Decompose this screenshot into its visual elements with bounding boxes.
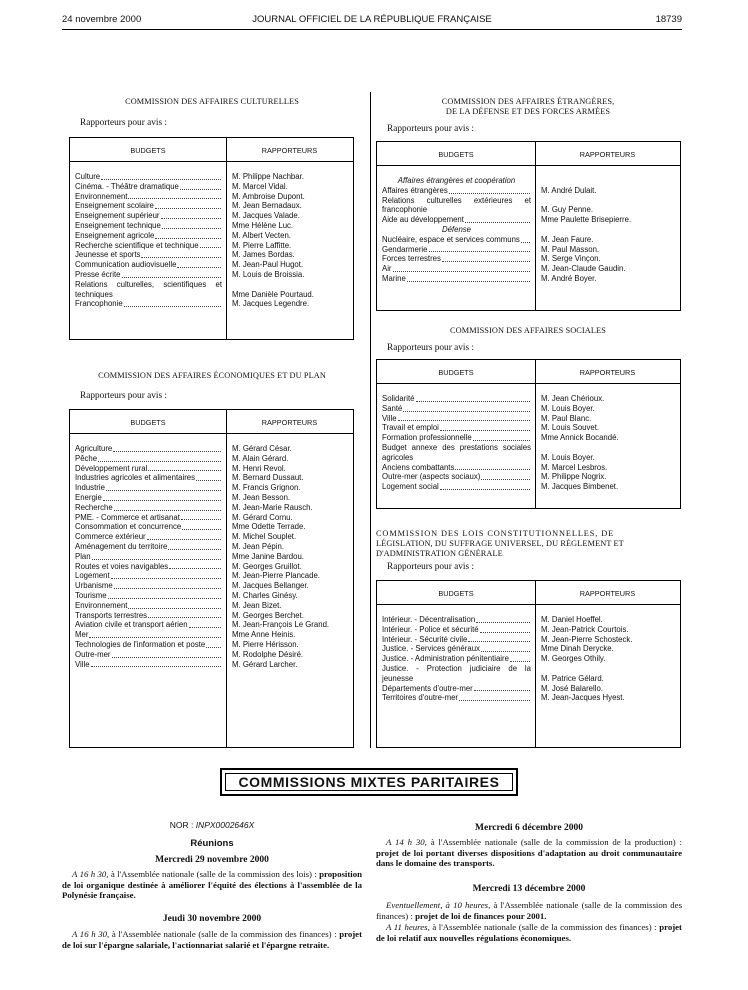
column-header-rapporteurs: RAPPORTEURS <box>579 589 636 598</box>
meeting-paragraph: A 16 h 30, à l'Assemblée nationale (salle de la commission des finances) : projet de loi sur l'épargne salariale, l'actionnariat salarié et l'épargne retraite. <box>62 929 363 950</box>
table-row <box>70 601 353 611</box>
header-date: 24 novembre 2000 <box>62 14 142 25</box>
rapporteur-cell: M. Louis Souvet. <box>541 423 600 433</box>
rapporteur-cell: M. Jean Bizet. <box>232 600 282 610</box>
table-row <box>377 684 680 694</box>
rapporteur-cell: M. Guy Penne. <box>541 205 594 215</box>
reunions-heading: Réunions <box>190 838 234 849</box>
table-row <box>377 264 680 274</box>
budget-cell: Cinéma. - Théâtre dramatique <box>70 182 226 192</box>
rapporteur-cell: M. Jean-Pierre Schosteck. <box>541 634 633 644</box>
table-row <box>70 260 353 270</box>
table-row <box>377 433 680 443</box>
rapporteur-cell: M. Patrice Gélard. <box>541 673 604 683</box>
budget-cell: Logement social <box>377 482 535 492</box>
budget-cell: Routes et voies navigables <box>70 562 226 572</box>
budget-cell: Environnement <box>70 601 226 611</box>
rapporteur-cell: M. Jean-Pierre Plancade. <box>232 571 320 581</box>
budget-cell: Plan <box>70 552 226 562</box>
budget-cell: Transports terrestres <box>70 611 226 621</box>
table-row <box>70 562 353 572</box>
table-row <box>70 591 353 601</box>
table-row <box>70 620 353 630</box>
rapporteur-cell: Mme Dinah Derycke. <box>541 644 614 654</box>
rapporteur-cell: M. Michel Souplet. <box>232 532 297 542</box>
rapporteur-cell: M. Jacques Legendre. <box>232 299 310 309</box>
budget-cell: Relations culturelles extérieures et francophonie <box>382 195 531 215</box>
rapporteur-cell: M. Philippe Nogrix. <box>541 472 607 482</box>
budget-cell: Mer <box>70 630 226 640</box>
table-row <box>70 503 353 513</box>
nor-reference: NOR : INPX0002646X <box>169 820 255 830</box>
table-row <box>70 201 353 211</box>
budget-cell: Environnement <box>70 192 226 202</box>
budget-cell: Budget annexe des prestations sociales agricoles <box>382 442 531 462</box>
rapporteur-cell: Mme Hélène Luc. <box>232 220 294 230</box>
meeting-paragraph: A 16 h 30, à l'Assemblée nationale (salle de la commission des lois) : proposition de loi organique destinée à améliorer l'équité des élections à l'assemblée de la Polynésie française. <box>62 869 362 901</box>
budget-cell: Relations culturelles, scientifiques et techniques <box>75 279 222 299</box>
budget-cell: Territoires d'outre-mer <box>377 693 535 703</box>
rapporteur-cell: Mme Odette Terrade. <box>232 522 306 532</box>
rapporteur-cell: M. Jean Pépin. <box>232 541 285 551</box>
budget-cell: Gendarmerie <box>377 245 535 255</box>
table-sociales <box>376 359 681 509</box>
rapporteur-cell: M. Louis de Broissia. <box>232 269 305 279</box>
table-row <box>377 196 680 216</box>
cmp-banner <box>220 768 518 796</box>
table-row <box>70 454 353 464</box>
rapporteur-cell: M. Paul Masson. <box>541 244 600 254</box>
table-row <box>70 650 353 660</box>
column-header-budgets: BUDGETS <box>438 589 474 598</box>
rapporteur-cell: M. Alain Gérard. <box>232 453 289 463</box>
column-header-rapporteurs: RAPPORTEURS <box>579 150 636 159</box>
budget-cell: Energie <box>70 493 226 503</box>
table-header <box>377 360 680 384</box>
rapporteur-cell: M. Jacques Bimbenet. <box>541 482 619 492</box>
section-title-sociales: COMMISSION DES AFFAIRES SOCIALES <box>450 326 606 335</box>
table-row <box>70 270 353 280</box>
column-header-budgets: BUDGETS <box>438 150 474 159</box>
meeting-paragraph: A 11 heures, à l'Assemblée nationale (salle de la commission des finances) : projet de loi relatif aux nouvelles régulations économiques. <box>376 922 682 943</box>
header-rule <box>62 29 682 30</box>
meeting-date: Jeudi 30 novembre 2000 <box>162 914 262 924</box>
table-header <box>377 581 680 605</box>
budget-cell: Formation professionnelle <box>377 433 535 443</box>
table-row <box>377 463 680 473</box>
table-row <box>377 225 680 235</box>
budget-cell: Solidarité <box>377 394 535 404</box>
budget-cell: Jeunesse et sports <box>70 250 226 260</box>
budget-cell: Logement <box>70 571 226 581</box>
rapporteur-cell: Mme Annick Bocandé. <box>541 433 619 443</box>
rapporteurs-label: Rapporteurs pour avis : <box>80 391 168 401</box>
budget-cell: Intérieur. - Sécurité civile <box>377 635 535 645</box>
table-row <box>70 182 353 192</box>
section-title-etrangeres: COMMISSION DES AFFAIRES ÉTRANGÈRES, DE LA DÉFENSE ET DES FORCES ARMÉES <box>441 97 615 116</box>
column-header-rapporteurs: RAPPORTEURS <box>261 418 318 427</box>
meeting-date: Mercredi 6 décembre 2000 <box>475 823 583 833</box>
rapporteur-cell: M. Marcel Vidal. <box>232 181 288 191</box>
rapporteur-cell: M. Paul Blanc. <box>541 413 592 423</box>
budget-cell: Marine <box>377 274 535 284</box>
meeting-date: Mercredi 29 novembre 2000 <box>155 855 269 865</box>
budget-cell: Recherche scientifique et technique <box>70 241 226 251</box>
header-journal-title: JOURNAL OFFICIEL DE LA RÉPUBLIQUE FRANÇAISE <box>252 14 492 25</box>
table-row <box>70 513 353 523</box>
table-header <box>377 142 680 166</box>
meeting-date: Mercredi 13 décembre 2000 <box>472 884 586 894</box>
table-row <box>70 640 353 650</box>
budget-cell: Air <box>377 264 535 274</box>
table-row <box>70 581 353 591</box>
budget-cell: Industrie <box>70 483 226 493</box>
table-row <box>377 215 680 225</box>
table-row <box>377 254 680 264</box>
budget-cell: Ville <box>70 660 226 670</box>
table-row <box>377 625 680 635</box>
rapporteur-cell: M. José Balarello. <box>541 683 603 693</box>
table-row <box>70 483 353 493</box>
rapporteur-cell: M. Gérard César. <box>232 444 292 453</box>
budget-cell: Affaires étrangères <box>377 186 535 196</box>
table-row <box>70 542 353 552</box>
budget-cell: Tourisme <box>70 591 226 601</box>
budget-cell: Justice. - Protection judiciaire de la jeunesse <box>382 663 531 683</box>
rapporteur-cell: M. Gérard Larcher. <box>232 659 298 669</box>
budget-cell: Nucléaire, espace et services communs <box>377 235 535 245</box>
table-row <box>377 482 680 492</box>
rapporteurs-label: Rapporteurs pour avis : <box>387 124 475 134</box>
section-title-culturelles: COMMISSION DES AFFAIRES CULTURELLES <box>125 97 299 106</box>
budget-cell: Communication audiovisuelle <box>70 260 226 270</box>
table-row <box>70 532 353 542</box>
rapporteur-cell: M. Jacques Valade. <box>232 211 300 221</box>
table-row <box>377 693 680 703</box>
rapporteur-cell: M. Rodolphe Désiré. <box>232 649 304 659</box>
rapporteur-cell: M. Serge Vinçon. <box>541 254 601 264</box>
rapporteur-cell: M. Jean Faure. <box>541 234 594 244</box>
budget-cell: Départements d'outre-mer <box>377 684 535 694</box>
column-header-budgets: BUDGETS <box>438 368 474 377</box>
page-header <box>62 14 682 28</box>
budget-cell: Intérieur. - Décentralisation <box>377 615 535 625</box>
rapporteur-cell: M. Georges Gruillot. <box>232 561 302 571</box>
rapporteur-cell: M. Jean-Paul Hugot. <box>232 260 304 270</box>
table-row <box>377 176 680 186</box>
rapporteur-cell: M. Jean Chérioux. <box>541 394 605 403</box>
table-row <box>70 299 353 309</box>
section-title-lois: COMMISSION DES LOIS CONSTITUTIONNELLES, DE LÉGISLATION, DU SUFFRAGE UNIVERSEL, DU RÈGLEMENT ET D'ADMINISTRATION GÉNÉRALE <box>376 529 624 558</box>
column-header-budgets: BUDGETS <box>130 418 166 427</box>
budget-cell: Intérieur. - Police et sécurité <box>377 625 535 635</box>
budget-cell: Consommation et concurrence <box>70 522 226 532</box>
table-row <box>377 615 680 625</box>
budget-cell: Aménagement du territoire <box>70 542 226 552</box>
rapporteur-cell: M. Jean Besson. <box>232 492 291 502</box>
table-row <box>377 245 680 255</box>
budget-cell: Justice. - Services généraux <box>377 644 535 654</box>
rapporteur-cell: M. Georges Berchet. <box>232 610 304 620</box>
table-row <box>377 654 680 664</box>
budget-cell: Enseignement agricole <box>70 231 226 241</box>
rapporteur-cell: M. Bernard Dussaut. <box>232 473 304 483</box>
budget-cell: Francophonie <box>70 299 226 309</box>
rapporteur-cell: M. Louis Boyer. <box>541 452 595 462</box>
table-row <box>70 660 353 670</box>
budget-cell: Aide au développement <box>377 215 535 225</box>
table-row <box>377 274 680 284</box>
budget-cell: Commerce extérieur <box>70 532 226 542</box>
rapporteur-cell: M. Georges Othily. <box>541 654 606 664</box>
table-economiques <box>69 409 354 748</box>
budget-cell: Outre-mer <box>70 650 226 660</box>
budget-cell: Culture <box>70 172 226 182</box>
table-row <box>377 404 680 414</box>
rapporteur-cell: M. Pierre Hérisson. <box>232 639 299 649</box>
rapporteur-cell: M. Jean-Claude Gaudin. <box>541 264 626 274</box>
rapporteur-cell: M. Daniel Hoeffel. <box>541 615 603 624</box>
table-row <box>70 241 353 251</box>
table-culturelles <box>69 137 354 340</box>
table-row <box>377 472 680 482</box>
rapporteur-cell: M. Jacques Bellanger. <box>232 581 309 591</box>
table-header <box>70 138 353 162</box>
table-row <box>70 192 353 202</box>
rapporteur-cell: M. Louis Boyer. <box>541 403 595 413</box>
table-etrangeres <box>376 141 681 311</box>
budget-cell: Travail et emploi <box>377 423 535 433</box>
column-header-rapporteurs: RAPPORTEURS <box>579 368 636 377</box>
rapporteur-cell: M. Jean-Marie Rausch. <box>232 502 313 512</box>
rapporteur-cell: Mme Danièle Pourtaud. <box>232 289 314 299</box>
table-row <box>377 414 680 424</box>
budget-cell: Urbanisme <box>70 581 226 591</box>
budget-cell: Forces terrestres <box>377 254 535 264</box>
table-row <box>70 630 353 640</box>
rapporteur-cell: M. Albert Vecten. <box>232 230 291 240</box>
table-row <box>70 231 353 241</box>
budget-cell: Enseignement supérieur <box>70 211 226 221</box>
category-label: Affaires étrangères et coopération <box>397 176 516 185</box>
table-header <box>70 410 353 434</box>
rapporteur-cell: M. Francis Grignon. <box>232 483 301 493</box>
table-row <box>70 493 353 503</box>
table-row <box>377 186 680 196</box>
table-row <box>377 423 680 433</box>
table-row <box>70 211 353 221</box>
rapporteur-cell: M. Gérard Cornu. <box>232 512 293 522</box>
cmp-banner-title: COMMISSIONS MIXTES PARITAIRES <box>238 774 500 790</box>
column-header-rapporteurs: RAPPORTEURS <box>261 146 318 155</box>
rapporteur-cell: Mme Janine Bardou. <box>232 551 304 561</box>
table-row <box>70 280 353 300</box>
budget-cell: Presse écrite <box>70 270 226 280</box>
rapporteurs-label: Rapporteurs pour avis : <box>387 343 475 353</box>
column-divider <box>370 92 371 748</box>
rapporteur-cell: M. André Boyer. <box>541 273 597 283</box>
rapporteur-cell: M. André Dulait. <box>541 185 597 195</box>
table-row <box>70 172 353 182</box>
rapporteur-cell: M. Jean Bernadaux. <box>232 201 302 211</box>
rapporteur-cell: M. Pierre Laffitte. <box>232 240 292 250</box>
rapporteur-cell <box>535 225 541 235</box>
budget-cell: Industries agricoles et alimentaires <box>70 473 226 483</box>
budget-cell: Développement rural <box>70 464 226 474</box>
meeting-paragraph: A 14 h 30, à l'Assemblée nationale (salle de la commission de la production) : projet de loi portant diverses dispositions d'adaptation au droit communautaire dans le domaine des transports. <box>376 837 682 869</box>
table-row <box>70 464 353 474</box>
table-lois <box>376 580 681 748</box>
table-row <box>377 635 680 645</box>
table-row <box>70 552 353 562</box>
rapporteurs-label: Rapporteurs pour avis : <box>387 562 475 572</box>
rapporteur-cell: M. Henri Revol. <box>232 463 286 473</box>
table-row <box>70 444 353 454</box>
rapporteur-cell: M. Jean-Patrick Courtois. <box>541 624 629 634</box>
section-title-economiques: COMMISSION DES AFFAIRES ÉCONOMIQUES ET DU PLAN <box>98 371 326 380</box>
table-row <box>70 522 353 532</box>
rapporteur-cell: M. Jean-Jacques Hyest. <box>541 693 625 703</box>
budget-cell: PME. - Commerce et artisanat <box>70 513 226 523</box>
rapporteur-cell: M. James Bordas. <box>232 250 295 260</box>
meeting-paragraph: Eventuellement, à 10 heures, à l'Assemblée nationale (salle de la commission des finances) : projet de loi de finances pour 2001. <box>376 900 682 921</box>
budget-cell: Ville <box>377 414 535 424</box>
table-row <box>70 221 353 231</box>
table-row <box>70 611 353 621</box>
budget-cell: Enseignement technique <box>70 221 226 231</box>
table-row <box>377 235 680 245</box>
rapporteurs-label: Rapporteurs pour avis : <box>80 118 168 128</box>
budget-cell: Justice. - Administration pénitentiaire <box>377 654 535 664</box>
rapporteur-cell: Mme Paulette Brisepierre. <box>541 215 632 225</box>
budget-cell: Agriculture <box>70 444 226 454</box>
table-row <box>70 571 353 581</box>
table-row <box>377 664 680 684</box>
rapporteur-cell: M. Ambroise Dupont. <box>232 191 305 201</box>
table-row <box>70 473 353 483</box>
budget-cell: Pêche <box>70 454 226 464</box>
rapporteur-cell: M. Charles Ginésy. <box>232 590 298 600</box>
rapporteur-cell: M. Jean-François Le Grand. <box>232 620 330 630</box>
budget-cell: Recherche <box>70 503 226 513</box>
rapporteur-cell: M. Philippe Nachbar. <box>232 172 304 181</box>
budget-cell: Anciens combattants <box>377 463 535 473</box>
budget-cell: Technologies de l'information et poste <box>70 640 226 650</box>
budget-cell: Outre-mer (aspects sociaux) <box>377 472 535 482</box>
budget-cell: Santé <box>377 404 535 414</box>
rapporteur-cell <box>535 176 541 186</box>
budget-cell: Aviation civile et transport aérien <box>70 620 226 630</box>
rapporteur-cell: Mme Anne Heinis. <box>232 630 296 640</box>
table-row <box>377 394 680 404</box>
column-header-budgets: BUDGETS <box>130 146 166 155</box>
budget-cell: Enseignement scolaire <box>70 201 226 211</box>
table-row <box>377 644 680 654</box>
rapporteur-cell: M. Marcel Lesbros. <box>541 462 608 472</box>
header-page-number: 18739 <box>655 14 682 25</box>
table-row <box>377 443 680 463</box>
category-label: Défense <box>441 224 472 234</box>
table-row <box>70 250 353 260</box>
